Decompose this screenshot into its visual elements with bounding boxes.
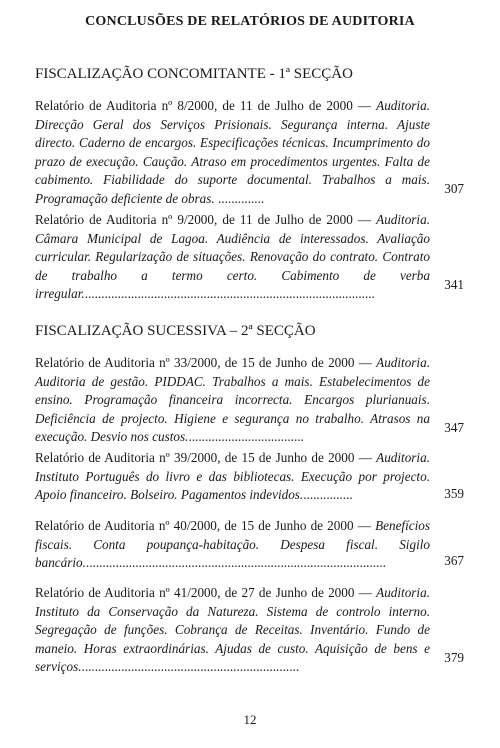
entry-keywords: Auditoria. Câmara Municipal de Lagoa. Audiência de interessados. Avaliação curricular. Regularização de situações. Renovação do contrato. Contrato de trabalho a termo certo. Cabimento de verba irregular. (35, 212, 430, 301)
report-entry-39-2000 (35, 449, 430, 505)
leader-dots: .............. (214, 190, 265, 206)
report-entry-40-2000 (35, 517, 430, 573)
entry-keywords: Auditoria. Instituto Português do livro e das bibliotecas. Execução por projecto. Apoio financeiro. Bolseiro. Pagamentos indevidos. (35, 450, 430, 502)
entry-page-number: 341 (444, 277, 464, 292)
entry-page-number: 379 (444, 650, 464, 665)
entry-page-number: 359 (444, 486, 464, 501)
report-entry-8-2000 (35, 97, 430, 208)
entry-lead: Relatório de Auditoria nº 39/2000, de 15 de Junho de 2000 — (35, 450, 377, 465)
entry-page-number: 367 (444, 553, 464, 568)
entry-keywords: Benefícios fiscais. Conta poupança-habitação. Despesa fiscal. Sigilo bancário. (35, 518, 430, 570)
entry-lead: Relatório de Auditoria nº 9/2000, de 11 de Julho de 2000 — (35, 212, 377, 227)
entry-keywords: Auditoria. Instituto da Conservação da Natureza. Sistema de controlo interno. Segregação de funções. Cobrança de Receitas. Inventário. Fundo de maneio. Horas extraordinárias. Ajudas de custo. Aquisição de bens e serviços. (35, 585, 430, 674)
entry-keywords: Auditoria. Auditoria de gestão. PIDDAC. Trabalhos a mais. Estabelecimentos de ensino. Programação financeira incorrecta. Encargos plurianuais. Deficiência de projecto. Higiene e segurança no trabalho. Atrasos na execução. Desvio nos custos. (35, 355, 430, 444)
leader-dots: ........................................................................................ (84, 286, 375, 301)
entry-keywords: Auditoria. Direcção Geral dos Serviços Prisionais. Segurança interna. Ajuste directo. Caderno de encargos. Especificações técnicas. Incumprimento do prazo de execução. Caução. Atraso em procedimentos urgentes. Falta de cabimento. Fiabilidade do suporte documental. Trabalhos a mais. Programação deficiente de obras. (35, 98, 430, 206)
section-heading-concomitante: FISCALIZAÇÃO CONCOMITANTE - 1ª SECÇÃO (35, 66, 353, 82)
entry-lead: Relatório de Auditoria nº 40/2000, de 15 de Junho de 2000 — (35, 518, 376, 533)
page-title: CONCLUSÕES DE RELATÓRIOS DE AUDITORIA (85, 14, 415, 29)
page-number: 12 (243, 712, 257, 727)
entry-lead: Relatório de Auditoria nº 33/2000, de 15 de Junho de 2000 — (35, 355, 377, 370)
report-entry-41-2000 (35, 584, 430, 677)
report-entry-9-2000 (35, 211, 430, 304)
entry-lead: Relatório de Auditoria nº 41/2000, de 27 de Junho de 2000 — (35, 585, 377, 600)
leader-dots: .................................................................. (81, 659, 300, 674)
leader-dots: ............... (303, 487, 353, 502)
leader-dots: ........................................................................................... (85, 555, 386, 570)
entry-lead: Relatório de Auditoria nº 8/2000, de 11 de Julho de 2000 — (35, 98, 377, 113)
section-heading-sucessiva: FISCALIZAÇÃO SUCESSIVA – 2ª SECÇÃO (35, 323, 316, 339)
entry-page-number: 307 (444, 181, 464, 196)
entry-page-number: 347 (444, 420, 464, 435)
leader-dots: ................................... (188, 429, 304, 444)
report-entry-33-2000 (35, 354, 430, 447)
